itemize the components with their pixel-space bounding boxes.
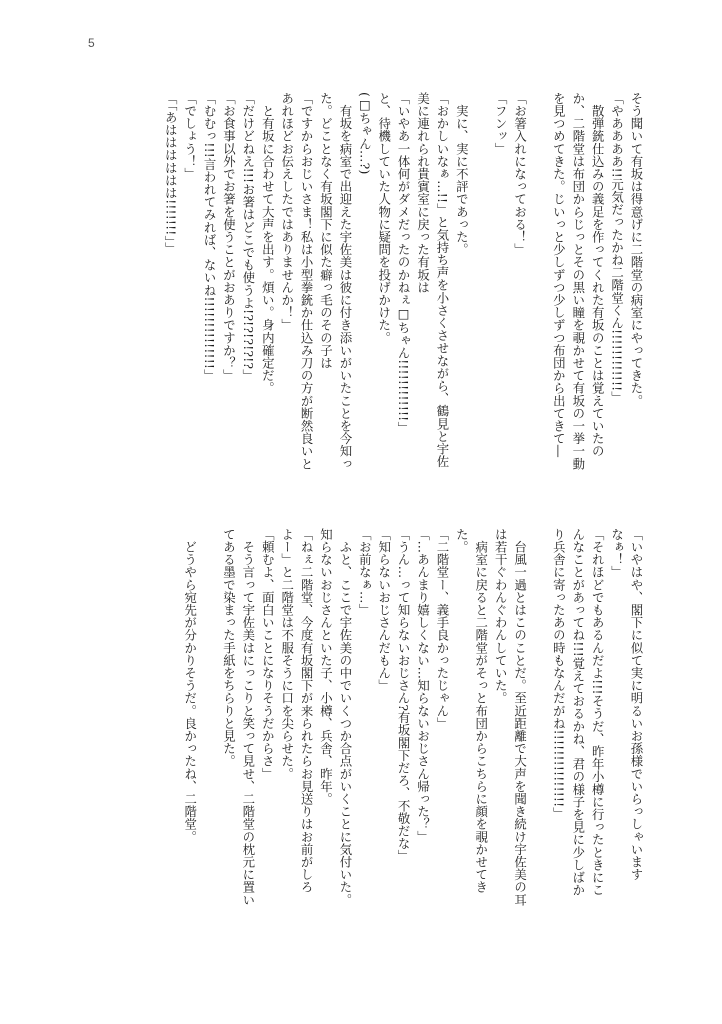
text-line-bottom: 「知らないおじさんだもん」 (376, 528, 392, 692)
text-line-top: と、待機していた人物に疑問を投げかけた。 (376, 92, 392, 344)
text-line-top: 有坂を病室で出迎えた宇佐美は彼に付き添いがいたことを今知っ (337, 92, 353, 470)
text-line-top: 「フンッ」 (493, 92, 509, 155)
text-line-bottom: そう言って宇佐美はにっこりと笑って見せ、二階堂の枕元に置い (240, 528, 256, 906)
text-line-top: (□ちゃん…?) (357, 92, 373, 175)
text-line-top: を見つめてきた。じいっと少しずつ少しずつ布団から出てきて― (551, 92, 567, 458)
text-line-bottom: 「ねぇ二階堂、今度有坂閣下が来られたらお見送りはお前がしろ (299, 528, 315, 894)
text-line-bottom: 台風一過とはこのことだ。至近距離で大声を聞き続け宇佐美の耳 (512, 528, 528, 906)
text-line-bottom: 知らないおじさんといた子、小樽、兵舎、昨年。 (318, 528, 334, 806)
text-line-bottom: よー」と二階堂は不服そうに口を尖らせた。 (279, 528, 295, 780)
text-line-top: と有坂に合わせて大声を出す。煩い。身内確定だ。 (260, 92, 276, 395)
text-line-bottom: 「二階堂ー、義手良かったじゃん」 (434, 528, 450, 730)
text-line-bottom: なぁ！」 (609, 528, 625, 579)
text-line-top: 「いやあ一体何がダメだったのかねぇ□ちゃん!!!!!!!!!!!!」 (396, 92, 412, 434)
text-line-bottom: た。 (454, 528, 470, 554)
text-line-bottom: 「それほどでもあるんだよ!!!そうだ、昨年小樽に行ったときにこ (590, 528, 606, 897)
text-line-bottom: 「…あんまり嬉しくない…知らないおじさん帰った？」 (415, 528, 431, 843)
text-line-top: 「でしょう！」 (182, 92, 198, 181)
text-line-top: 「お箸入れになっておる！」 (512, 92, 528, 256)
text-line-bottom (200, 528, 219, 960)
text-line-top: あれほどお伝えしたではありませんか！」 (279, 92, 295, 332)
text-line-bottom: 「頼むよ、面白いことになりそうだからさ」 (260, 528, 276, 780)
text-line-top: そう聞いて有坂は得意げに二階堂の病室にやってきた。 (629, 92, 644, 407)
text-line-top: 実に、実に不評であった。 (454, 92, 470, 256)
text-line-bottom: てある墨で染まった手紙をちらりと見た。 (221, 528, 237, 768)
text-line-top: 「やああああ!!元気だったかね二階堂くん!!!!!!!!!!!!」 (609, 92, 625, 404)
text-line-top: た。どことなく有坂閣下に似た癖っ毛のその子は (318, 92, 334, 370)
page-number: 5 (88, 36, 95, 50)
text-block-bottom (180, 528, 646, 960)
text-line-top (471, 92, 490, 508)
text-line-bottom: は若干ぐわんぐわんしていた。 (493, 528, 509, 705)
text-line-bottom: ふと、ここで宇佐美の中でいくつか合点がいくことに気付いた。 (337, 528, 353, 906)
text-line-bottom: り兵舎に寄ったあの時もなんだがね!!!!!!!!!!!!!!!」 (551, 528, 567, 820)
text-line-bottom: どうやら宛先が分かりそうだ。良かったね、二階堂。 (182, 528, 198, 843)
text-line-top: 「むむっ!!!言われてみれば、ないね!!!!!!!!!!!!!!」 (202, 92, 218, 382)
text-block-top (161, 92, 646, 508)
text-line-bottom: 「お前なぁ…」 (357, 528, 373, 617)
text-line-bottom: 病室に戻ると二階堂がそっと布団からこちらに顔を覗かせてき (473, 528, 489, 894)
text-line-top: 散弾銃仕込みの義足を作ってくれた有坂のことは覚えていたの (590, 92, 606, 458)
text-line-top (530, 92, 549, 508)
text-line-top: 「おかしいなぁ…!!」と気持ち声を小さくさせながら、鶴見と宇佐 (434, 92, 450, 468)
text-line-top: 「だけどねえ!!!お箸はどこでも使うよ!?!?!?!?!?」 (240, 92, 256, 382)
text-line-bottom: 「いやはや、閣下に似て実に明るいお孫様でいらっしゃいます (629, 528, 644, 881)
text-line-top: 「「あはははははは!!!!!!!」」 (163, 92, 179, 255)
text-line-top: 美に連れられ貴賓室に戻った有坂は (415, 92, 431, 294)
text-line-top: 「ですからおじいさま！私は小型拳銃か仕込み刀の方が断然良いと (299, 92, 315, 470)
text-line-bottom: んなことがあってね!!!覚えておるかね、君の様子を見に少しばか (570, 528, 586, 897)
text-line-top: か、二階堂は布団からじっとその黒い瞳を覗かせて有坂の一挙一動 (570, 92, 586, 470)
text-line-bottom (530, 528, 549, 960)
text-line-bottom: 「うん…って知らないおじさん?有坂閣下だろ、不敬だな」 (396, 528, 412, 863)
text-line-top: 「お食事以外でお箸を使うことがおありですか？」 (221, 92, 237, 382)
